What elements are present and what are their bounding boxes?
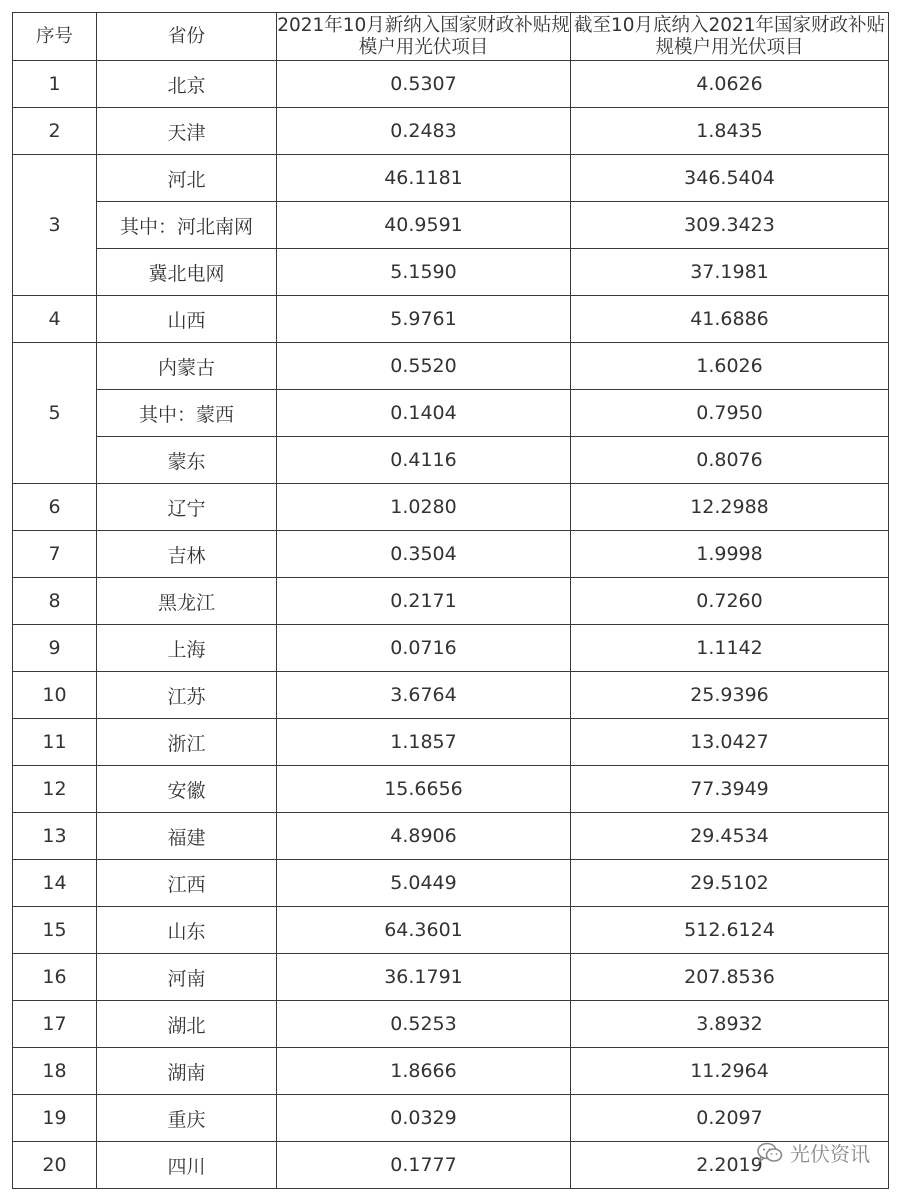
header-total-capacity: 截至10月底纳入2021年国家财政补贴规模户用光伏项目 — [571, 13, 889, 61]
row-province: 辽宁 — [97, 484, 277, 531]
table-header-row — [13, 13, 889, 61]
table-row — [13, 578, 889, 625]
row-index: 10 — [13, 672, 97, 719]
row-province: 山东 — [97, 907, 277, 954]
row-province: 河南 — [97, 954, 277, 1001]
row-new-value: 0.4116 — [277, 437, 571, 484]
table-row — [13, 61, 889, 108]
row-province: 其中：河北南网 — [97, 202, 277, 249]
row-new-value: 5.9761 — [277, 296, 571, 343]
row-index: 16 — [13, 954, 97, 1001]
row-total-value: 41.6886 — [571, 296, 889, 343]
row-new-value: 1.8666 — [277, 1048, 571, 1095]
header-province: 省份 — [97, 13, 277, 61]
row-total-value: 0.8076 — [571, 437, 889, 484]
row-index: 4 — [13, 296, 97, 343]
row-total-value: 77.3949 — [571, 766, 889, 813]
row-total-value: 309.3423 — [571, 202, 889, 249]
row-new-value: 1.1857 — [277, 719, 571, 766]
row-province: 安徽 — [97, 766, 277, 813]
row-index: 20 — [13, 1142, 97, 1189]
row-new-value: 3.6764 — [277, 672, 571, 719]
row-total-value: 25.9396 — [571, 672, 889, 719]
header-new-capacity: 2021年10月新纳入国家财政补贴规模户用光伏项目 — [277, 13, 571, 61]
row-total-value: 12.2988 — [571, 484, 889, 531]
row-new-value: 1.0280 — [277, 484, 571, 531]
row-index: 12 — [13, 766, 97, 813]
row-total-value: 2.2019 — [571, 1142, 889, 1189]
row-total-value: 29.5102 — [571, 860, 889, 907]
row-province: 福建 — [97, 813, 277, 860]
row-index: 11 — [13, 719, 97, 766]
row-new-value: 4.8906 — [277, 813, 571, 860]
row-index: 7 — [13, 531, 97, 578]
row-new-value: 0.5307 — [277, 61, 571, 108]
row-total-value: 4.0626 — [571, 61, 889, 108]
table-row — [13, 954, 889, 1001]
table-row — [13, 766, 889, 813]
row-province: 北京 — [97, 61, 277, 108]
table-row — [13, 719, 889, 766]
row-new-value: 0.5253 — [277, 1001, 571, 1048]
table-row — [13, 672, 889, 719]
row-index: 1 — [13, 61, 97, 108]
row-province: 天津 — [97, 108, 277, 155]
watermark-text: 光伏资讯 — [790, 1142, 870, 1166]
row-province: 蒙东 — [97, 437, 277, 484]
table-row — [13, 860, 889, 907]
row-index: 2 — [13, 108, 97, 155]
table-row — [13, 343, 889, 390]
row-total-value: 1.9998 — [571, 531, 889, 578]
row-index: 17 — [13, 1001, 97, 1048]
row-new-value: 5.1590 — [277, 249, 571, 296]
row-total-value: 1.1142 — [571, 625, 889, 672]
row-total-value: 207.8536 — [571, 954, 889, 1001]
row-index: 18 — [13, 1048, 97, 1095]
table-row — [13, 108, 889, 155]
row-index: 5 — [13, 343, 97, 484]
row-index: 9 — [13, 625, 97, 672]
row-total-value: 1.6026 — [571, 343, 889, 390]
row-new-value: 0.0716 — [277, 625, 571, 672]
row-new-value: 15.6656 — [277, 766, 571, 813]
row-index: 19 — [13, 1095, 97, 1142]
row-new-value: 0.5520 — [277, 343, 571, 390]
table-row — [13, 202, 889, 249]
table-row — [13, 1048, 889, 1095]
table-row — [13, 625, 889, 672]
row-province: 江西 — [97, 860, 277, 907]
row-province: 吉林 — [97, 531, 277, 578]
row-new-value: 0.2483 — [277, 108, 571, 155]
table-row — [13, 813, 889, 860]
header-index: 序号 — [13, 13, 97, 61]
row-total-value: 13.0427 — [571, 719, 889, 766]
row-new-value: 0.1777 — [277, 1142, 571, 1189]
table-row — [13, 1001, 889, 1048]
row-index: 13 — [13, 813, 97, 860]
row-total-value: 0.7260 — [571, 578, 889, 625]
row-province: 河北 — [97, 155, 277, 202]
row-total-value: 512.6124 — [571, 907, 889, 954]
row-total-value: 0.2097 — [571, 1095, 889, 1142]
row-new-value: 0.0329 — [277, 1095, 571, 1142]
row-new-value: 46.1181 — [277, 155, 571, 202]
row-total-value: 29.4534 — [571, 813, 889, 860]
row-province: 上海 — [97, 625, 277, 672]
row-new-value: 64.3601 — [277, 907, 571, 954]
row-province: 浙江 — [97, 719, 277, 766]
row-new-value: 0.3504 — [277, 531, 571, 578]
table-row — [13, 484, 889, 531]
row-province: 黑龙江 — [97, 578, 277, 625]
row-index: 8 — [13, 578, 97, 625]
row-new-value: 5.0449 — [277, 860, 571, 907]
row-province: 湖北 — [97, 1001, 277, 1048]
row-province: 冀北电网 — [97, 249, 277, 296]
row-province: 湖南 — [97, 1048, 277, 1095]
row-index: 15 — [13, 907, 97, 954]
row-province: 四川 — [97, 1142, 277, 1189]
table-row — [13, 437, 889, 484]
row-index: 6 — [13, 484, 97, 531]
row-new-value: 0.1404 — [277, 390, 571, 437]
table-row — [13, 531, 889, 578]
watermark — [756, 1138, 870, 1167]
row-total-value: 346.5404 — [571, 155, 889, 202]
row-province: 内蒙古 — [97, 343, 277, 390]
table-row — [13, 390, 889, 437]
table-row — [13, 1095, 889, 1142]
row-province: 重庆 — [97, 1095, 277, 1142]
table-row — [13, 249, 889, 296]
wechat-icon — [756, 1141, 784, 1165]
row-new-value: 40.9591 — [277, 202, 571, 249]
row-province: 山西 — [97, 296, 277, 343]
row-new-value: 36.1791 — [277, 954, 571, 1001]
row-total-value: 11.2964 — [571, 1048, 889, 1095]
row-index: 14 — [13, 860, 97, 907]
row-total-value: 37.1981 — [571, 249, 889, 296]
table-row — [13, 155, 889, 202]
row-province: 其中：蒙西 — [97, 390, 277, 437]
row-total-value: 3.8932 — [571, 1001, 889, 1048]
row-total-value: 1.8435 — [571, 108, 889, 155]
row-province: 江苏 — [97, 672, 277, 719]
table-row — [13, 907, 889, 954]
table-row — [13, 296, 889, 343]
row-total-value: 0.7950 — [571, 390, 889, 437]
row-index: 3 — [13, 155, 97, 296]
row-new-value: 0.2171 — [277, 578, 571, 625]
subsidy-table — [12, 12, 889, 1189]
